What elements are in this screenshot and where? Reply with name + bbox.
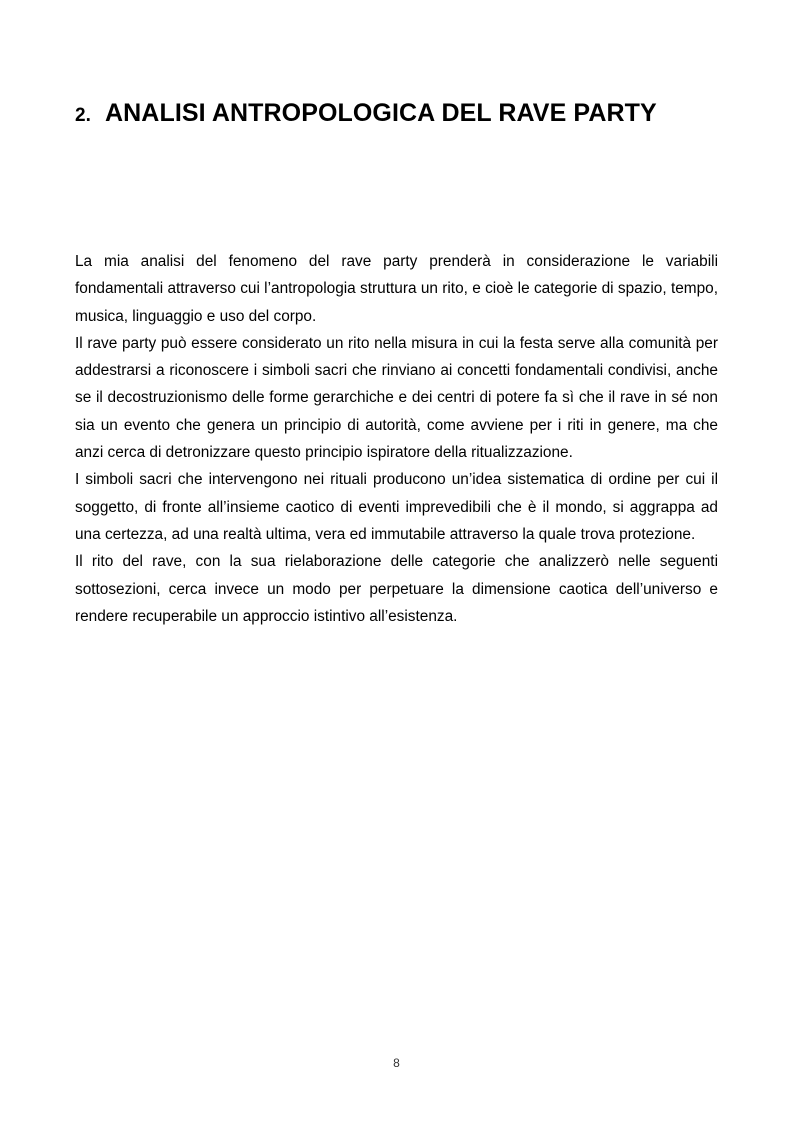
- paragraph-rite-definition: Il rave party può essere considerato un rito nella misura in cui la festa serve alla comunità per addestrarsi a riconoscere i simboli sacri che rinviano ai concetti fondamentali condivisi, anche se il decostruzionismo delle forme gerarchiche e dei centri di potere fa sì che il rave in sé non sia un evento che genera un principio di autorità, come avviene per i riti in genere, ma che anzi cerca di detronizzare questo principio ispiratore della ritualizzazione.: [75, 334, 718, 462]
- chapter-heading: [75, 92, 735, 129]
- chapter-number: 2.: [75, 105, 91, 126]
- chapter-title: ANALISI ANTROPOLOGICA DEL RAVE PARTY: [105, 99, 657, 127]
- page-number: 8: [393, 1056, 400, 1070]
- paragraph-intro: La mia analisi del fenomeno del rave party prenderà in considerazione le variabili fondamentali attraverso cui l’antropologia struttura un rito, e cioè le categorie di spazio, tempo, musica, linguaggio e uso del corpo.: [75, 253, 718, 325]
- paragraph-sacred-symbols: I simboli sacri che intervengono nei rituali producono un’idea sistematica di ordine per cui il soggetto, di fronte all’insieme caotico di eventi imprevedibili che è il mondo, si aggrappa ad una certezza, ad una realtà ultima, vera ed immutabile attraverso la quale trova protezione.: [75, 471, 718, 543]
- body-text: [75, 248, 718, 630]
- paragraph-rave-rite: Il rito del rave, con la sua rielaborazione delle categorie che analizzerò nelle seguenti sottosezioni, cerca invece un modo per perpetuare la dimensione caotica dell’universo e rendere recuperabile un approccio istintivo all’esistenza.: [75, 553, 718, 625]
